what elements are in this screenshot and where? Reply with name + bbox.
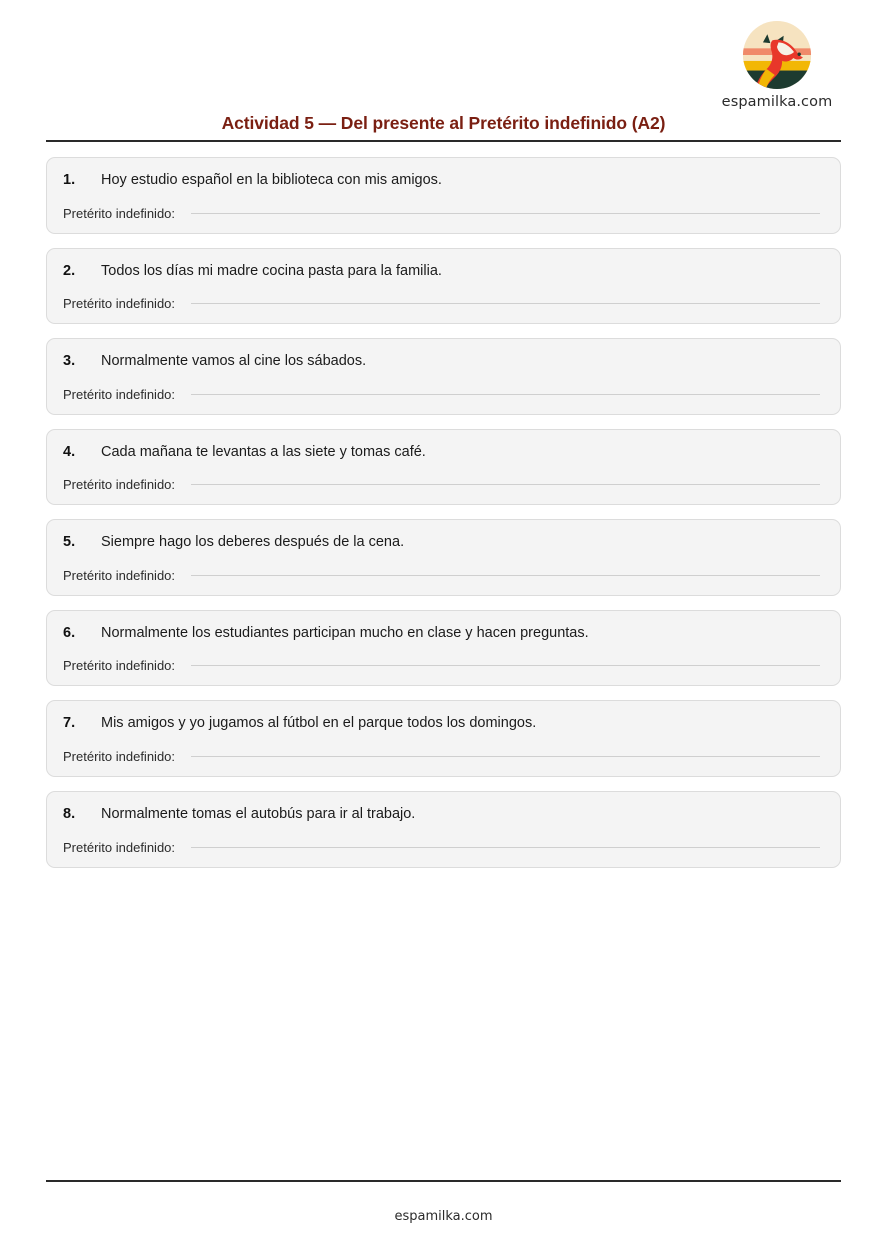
exercise-sentence: Mis amigos y yo jugamos al fútbol en el parque todos los domingos. bbox=[101, 715, 537, 732]
exercise-prompt bbox=[63, 262, 824, 282]
exercise-number: 4. bbox=[63, 443, 76, 460]
answer-input-line[interactable] bbox=[191, 847, 820, 848]
answer-input-line[interactable] bbox=[191, 575, 820, 576]
exercise-sentence: Normalmente tomas el autobús para ir al trabajo. bbox=[101, 805, 416, 822]
exercise-number: 5. bbox=[63, 534, 76, 551]
exercise-sentence: Normalmente los estudiantes participan mucho en clase y hacen preguntas. bbox=[101, 624, 589, 641]
exercise-prompt bbox=[63, 171, 824, 191]
answer-label: Pretérito indefinido: bbox=[63, 205, 176, 221]
footer-divider bbox=[46, 1180, 841, 1182]
answer-label: Pretérito indefinido: bbox=[63, 748, 176, 764]
answer-label: Pretérito indefinido: bbox=[63, 296, 176, 312]
footer-text: espamilka.com bbox=[394, 1209, 493, 1224]
exercise-card bbox=[46, 610, 841, 687]
page-footer bbox=[46, 1180, 841, 1224]
exercise-card bbox=[46, 519, 841, 596]
exercise-prompt bbox=[63, 352, 824, 372]
answer-input-line[interactable] bbox=[191, 665, 820, 666]
answer-input-line[interactable] bbox=[191, 756, 820, 757]
fox-logo-icon bbox=[740, 18, 814, 92]
answer-label: Pretérito indefinido: bbox=[63, 658, 176, 674]
answer-input-line[interactable] bbox=[191, 394, 820, 395]
exercise-sentence: Hoy estudio español en la biblioteca con mis amigos. bbox=[101, 172, 442, 188]
title-divider bbox=[46, 140, 841, 142]
exercise-prompt bbox=[63, 443, 824, 463]
answer-input-line[interactable] bbox=[191, 484, 820, 485]
exercise-card bbox=[46, 700, 841, 777]
exercise-card bbox=[46, 791, 841, 868]
exercise-sentence: Cada mañana te levantas a las siete y tomas café. bbox=[101, 443, 426, 460]
answer-row bbox=[63, 568, 824, 583]
exercise-number: 7. bbox=[63, 715, 76, 732]
exercise-card bbox=[46, 157, 841, 234]
answer-row bbox=[63, 206, 824, 221]
exercise-sentence: Todos los días mi madre cocina pasta para la familia. bbox=[101, 262, 442, 279]
exercise-card bbox=[46, 429, 841, 506]
answer-row bbox=[63, 387, 824, 402]
title-block bbox=[46, 113, 841, 142]
exercise-number: 8. bbox=[63, 805, 76, 822]
answer-input-line[interactable] bbox=[191, 303, 820, 304]
page-title: Actividad 5 — Del presente al Pretérito indefinido (A2) bbox=[221, 113, 666, 133]
answer-row bbox=[63, 658, 824, 673]
exercise-number: 2. bbox=[63, 262, 76, 279]
answer-row bbox=[63, 749, 824, 764]
answer-label: Pretérito indefinido: bbox=[63, 477, 176, 493]
exercise-list bbox=[46, 157, 841, 882]
exercise-card bbox=[46, 338, 841, 415]
exercise-sentence: Siempre hago los deberes después de la cena. bbox=[101, 534, 405, 551]
exercise-sentence: Normalmente vamos al cine los sábados. bbox=[101, 353, 367, 370]
answer-row bbox=[63, 477, 824, 492]
answer-input-line[interactable] bbox=[191, 213, 820, 214]
brand-wordmark: espamilka.com bbox=[721, 94, 833, 110]
exercise-number: 3. bbox=[63, 353, 76, 370]
exercise-prompt bbox=[63, 714, 824, 734]
exercise-prompt bbox=[63, 533, 824, 553]
exercise-number: 6. bbox=[63, 624, 76, 641]
answer-row bbox=[63, 296, 824, 311]
exercise-card bbox=[46, 248, 841, 325]
exercise-prompt bbox=[63, 624, 824, 644]
answer-row bbox=[63, 840, 824, 855]
answer-label: Pretérito indefinido: bbox=[63, 839, 176, 855]
brand-logo bbox=[703, 18, 851, 110]
answer-label: Pretérito indefinido: bbox=[63, 386, 176, 402]
exercise-prompt bbox=[63, 805, 824, 825]
answer-label: Pretérito indefinido: bbox=[63, 567, 176, 583]
exercise-number: 1. bbox=[63, 172, 76, 188]
